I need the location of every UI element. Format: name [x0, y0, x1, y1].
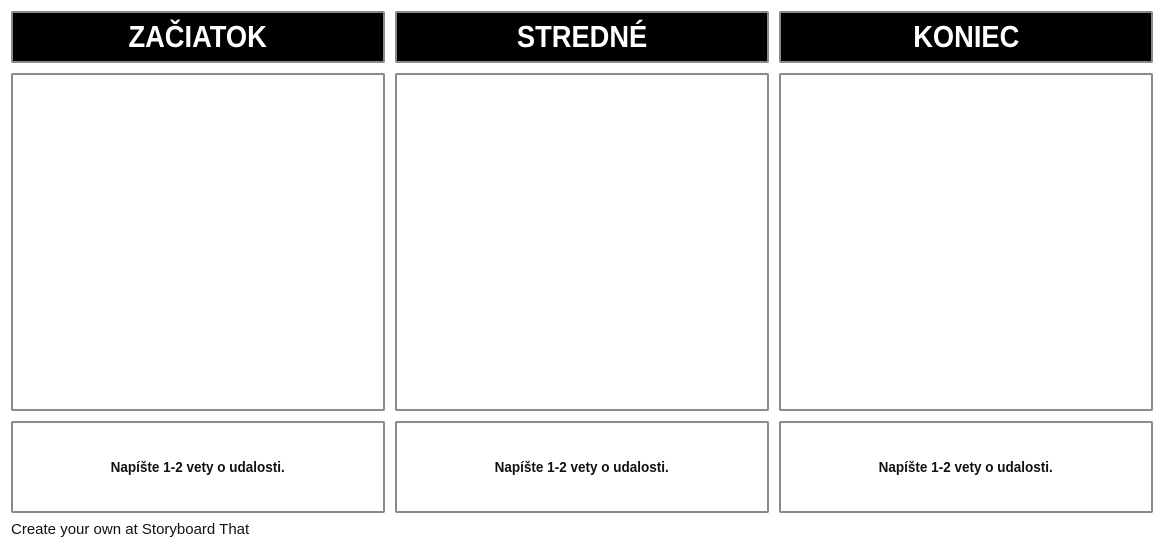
caption-box[interactable]: [11, 421, 385, 513]
storyboard-cell[interactable]: [779, 73, 1153, 411]
column-header-title: ZAČIATOK: [128, 19, 268, 54]
caption-box[interactable]: [395, 421, 769, 513]
column-header-title: KONIEC: [912, 19, 1020, 54]
column-header: [779, 11, 1153, 63]
caption-text: Napíšte 1-2 vety o udalosti.: [110, 458, 286, 476]
storyboard-cell[interactable]: [395, 73, 769, 411]
storyboard-that-footer-link[interactable]: Create your own at Storyboard That: [11, 521, 250, 538]
column-header: [395, 11, 769, 63]
storyboard-cell[interactable]: [11, 73, 385, 411]
column-header-title: STREDNÉ: [516, 19, 648, 54]
caption-box[interactable]: [779, 421, 1153, 513]
column-header: [11, 11, 385, 63]
caption-text: Napíšte 1-2 vety o udalosti.: [494, 458, 670, 476]
caption-text: Napíšte 1-2 vety o udalosti.: [878, 458, 1054, 476]
